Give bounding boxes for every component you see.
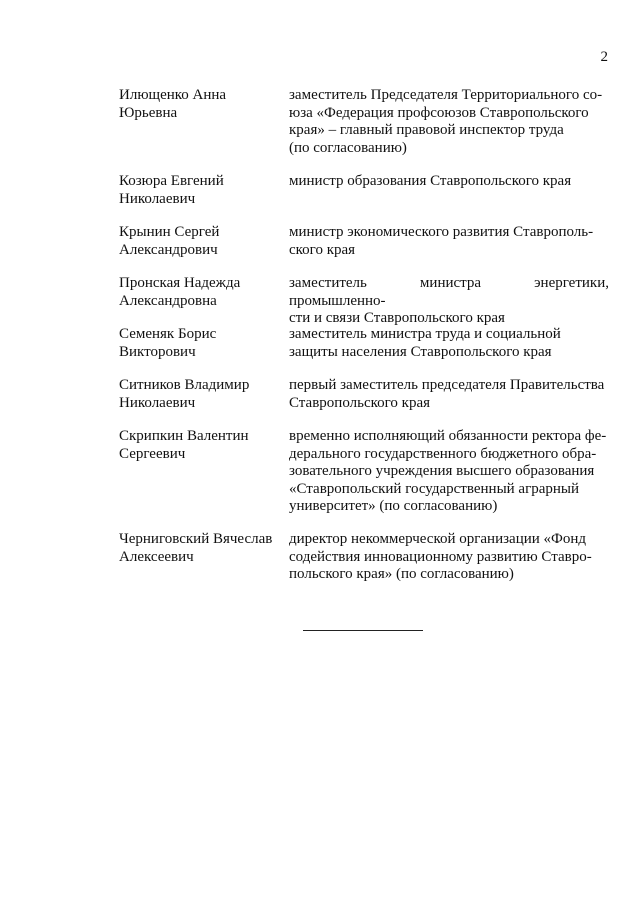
closing-divider-line	[303, 630, 423, 631]
member-name: Илющенко Анна Юрьевна	[119, 87, 227, 121]
member-position: заместитель Председателя Территориального со- юза «Федерация профсоюзов Ставропольского края» – главный правовой инспектор труда (по согласованию)	[289, 87, 603, 156]
member-position: министр экономического развития Ставрополь- ского края	[289, 224, 594, 258]
member-position: заместитель министра энергетики, промышленно- сти и связи Ставропольского края	[289, 275, 609, 326]
member-name: Ситников Владимир Николаевич	[119, 377, 250, 411]
member-position: директор некоммерческой организации «Фонд содействия инновационному развитию Ставро- польского края» (по согласованию)	[289, 531, 592, 582]
member-position: заместитель министра труда и социальной защиты населения Ставропольского края	[289, 326, 561, 360]
member-position: министр образования Ставропольского края	[289, 173, 572, 189]
member-name: Черниговский Вячеслав Алексеевич	[119, 531, 273, 565]
page-number: 2	[600, 49, 608, 65]
member-name: Семеняк Борис Викторович	[119, 326, 217, 360]
member-position: первый заместитель председателя Правительства Ставропольского края	[289, 377, 605, 411]
member-name: Пронская Надежда Александровна	[119, 275, 241, 309]
member-name: Скрипкин Валентин Сергеевич	[119, 428, 249, 462]
member-name: Крынин Сергей Александрович	[119, 224, 220, 258]
member-name: Козюра Евгений Николаевич	[119, 173, 224, 207]
member-position: временно исполняющий обязанности ректора фе- дерального государственного бюджетного обра- зовательного учреждения высшего образования «Ставропольский государственный аграрный университет» (по согласованию)	[289, 428, 607, 514]
